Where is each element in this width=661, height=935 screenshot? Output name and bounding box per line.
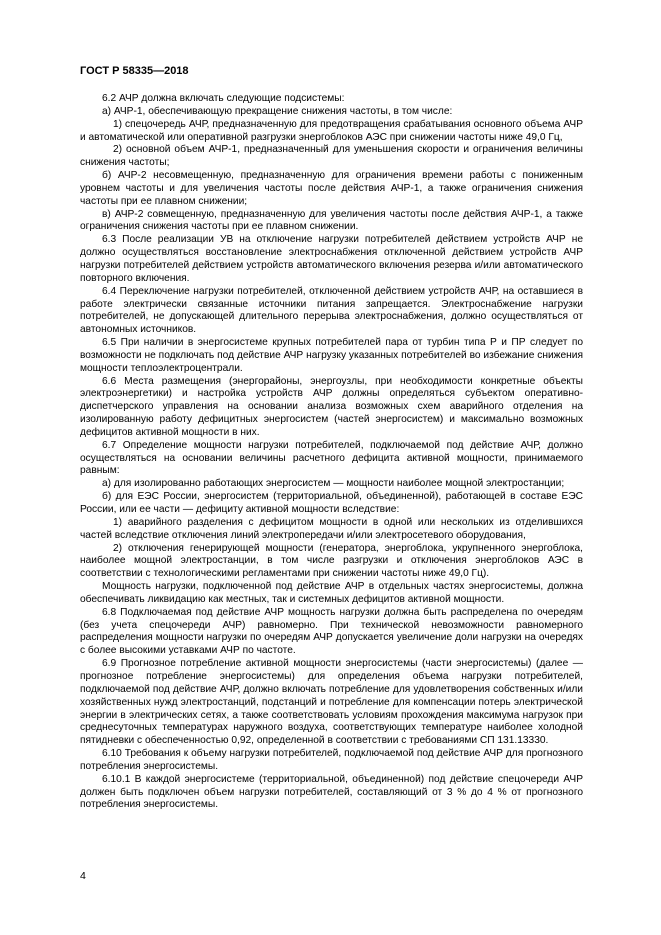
paragraph-6-9: 6.9 Прогнозное потребление активной мощности энергосистемы (части энергосистемы) (далее — прогнозное потребление энергосистемы) для определения объема нагрузки потребителей, подключаемой под действие АЧР, должно включать потребление для удовлетворения собственных и/или хозяйственных нужд электростанций, подстанций и потребление для компенсации потерь электрической энергии в электрических сетях, а также соответствовать условиям прохождения максимума нагрузок при среднесуточных температурах наружного воздуха, соответствующих температуре наиболее холодной пятидневки с обеспеченностью 0,92, определенной в соответствии с требованиями СП 131.13330.	[80, 658, 583, 747]
list-item-a: а) АЧР-1, обеспечивающую прекращение снижения частоты, в том числе:	[102, 105, 453, 117]
paragraph-6-6: 6.6 Места размещения (энергорайоны, энергоузлы, при необходимости конкретные объекты электроэнергетики) и настройка устройств АЧР должны определяться субъектом оперативно-диспетчерского управления на основании анализа возможных схем аварийного отделения на изолированную работу дефицитных энергосистем (частей энергосистем) и максимально возможных дефицитов активной мощности в них.	[80, 375, 583, 438]
list-item-v: в) АЧР-2 совмещенную, предназначенную для увеличения частоты после действия АЧР-1, а также ограничения снижения частоты при ее плавном снижении.	[80, 208, 583, 233]
paragraph-6-2: 6.2 АЧР должна включать следующие подсистемы:	[102, 93, 345, 104]
paragraph-6-10: 6.10 Требования к объему нагрузки потребителей, подключаемой под действие АЧР для прогнозного потребления энергосистемы.	[80, 748, 583, 772]
list-item-6-7-b-1: 1) аварийного разделения с дефицитом мощности в одной или нескольких из отделившихся частей вследствие отключения линий электропередачи и/или электросетевого оборудования,	[80, 516, 583, 541]
document-header: ГОСТ Р 58335—2018	[80, 65, 189, 77]
list-item-b: б) АЧР-2 несовмещенную, предназначенную для ограничения времени работы с пониженным уровнем частоты и для увеличения частоты после действия АЧР-1, а также ограничения снижения частоты при ее плавном снижении;	[80, 170, 583, 207]
paragraph-load-power: Мощность нагрузки, подключенной под действие АЧР в отдельных частях энергосистемы, должна обеспечивать ликвидацию как местных, так и системных дефицитов активной мощности.	[80, 581, 583, 605]
list-item-6-7-b: б) для ЕЭС России, энергосистем (территориальной, объединенной), работающей в составе ЕЭС России, или ее части — дефициту активной мощности вследствие:	[80, 491, 583, 515]
page-number: 4	[80, 870, 86, 882]
paragraph-6-10-1: 6.10.1 В каждой энергосистеме (территориальной, объединенной) под действие спецочереди АЧР должен быть подключен объем нагрузки потребителей, составляющий от 3 % до 4 % от прогнозного потребления энергосистемы.	[80, 773, 583, 811]
list-item-6-7-a: а) для изолированно работающих энергосистем — мощности наиболее мощной электростанции;	[102, 478, 565, 490]
list-item-6-7-b-2: 2) отключения генерирующей мощности (генератора, энергоблока, укрупненного энергоблока, наиболее мощной электростанции, в том числе разгрузки и отключения энергоблоков АЭС в соответствии с технологическими регламентами при снижении частоты ниже 49,0 Гц).	[80, 542, 583, 580]
paragraph-6-8: 6.8 Подключаемая под действие АЧР мощность нагрузки должна быть распределена по очередям (без учета спецочереди АЧР) равномерно. При технической невозможности равномерного распределения мощности нагрузки по очередям АЧР допускается увеличение доли нагрузки на очередях с более высокими уставками АЧР по частоте.	[80, 606, 583, 657]
paragraph-6-4: 6.4 Переключение нагрузки потребителей, отключенной действием устройств АЧР, на оставшиеся в работе электрически связанные источники питания запрещается. Электроснабжение нагрузки потребителей, не допускающей длительного перерыва электроснабжения, должно осуществляться от автономных источников.	[80, 285, 583, 336]
paragraph-6-7: 6.7 Определение мощности нагрузки потребителей, подключаемой под действие АЧР, должно осуществляться на основании величины расчетного дефицита активной мощности, принимаемого равным:	[80, 439, 583, 477]
list-item-a-2: 2) основной объем АЧР-1, предназначенный для уменьшения скорости и ограничения величины снижения частоты;	[80, 144, 583, 169]
paragraph-6-3: 6.3 После реализации УВ на отключение нагрузки потребителей действием устройств АЧР не должно осуществляться восстановление электроснабжения отключенной действием устройств АЧР нагрузки потребителей действием устройств автоматического включения резерва и/или автоматического повторного включения.	[80, 234, 583, 284]
document-body	[80, 93, 583, 812]
list-item-a-1: 1) спецочередь АЧР, предназначенную для предотвращения срабатывания основного объема АЧР и автоматической или оперативной разгрузки энергоблоков АЭС при снижении частоты ниже 49,0 Гц,	[80, 118, 583, 143]
paragraph-6-5: 6.5 При наличии в энергосистеме крупных потребителей пара от турбин типа Р и ПР следует по возможности не подключать под действие АЧР нагрузку указанных потребителей во избежание снижения мощности теплоэлектроцентрали.	[80, 337, 583, 374]
